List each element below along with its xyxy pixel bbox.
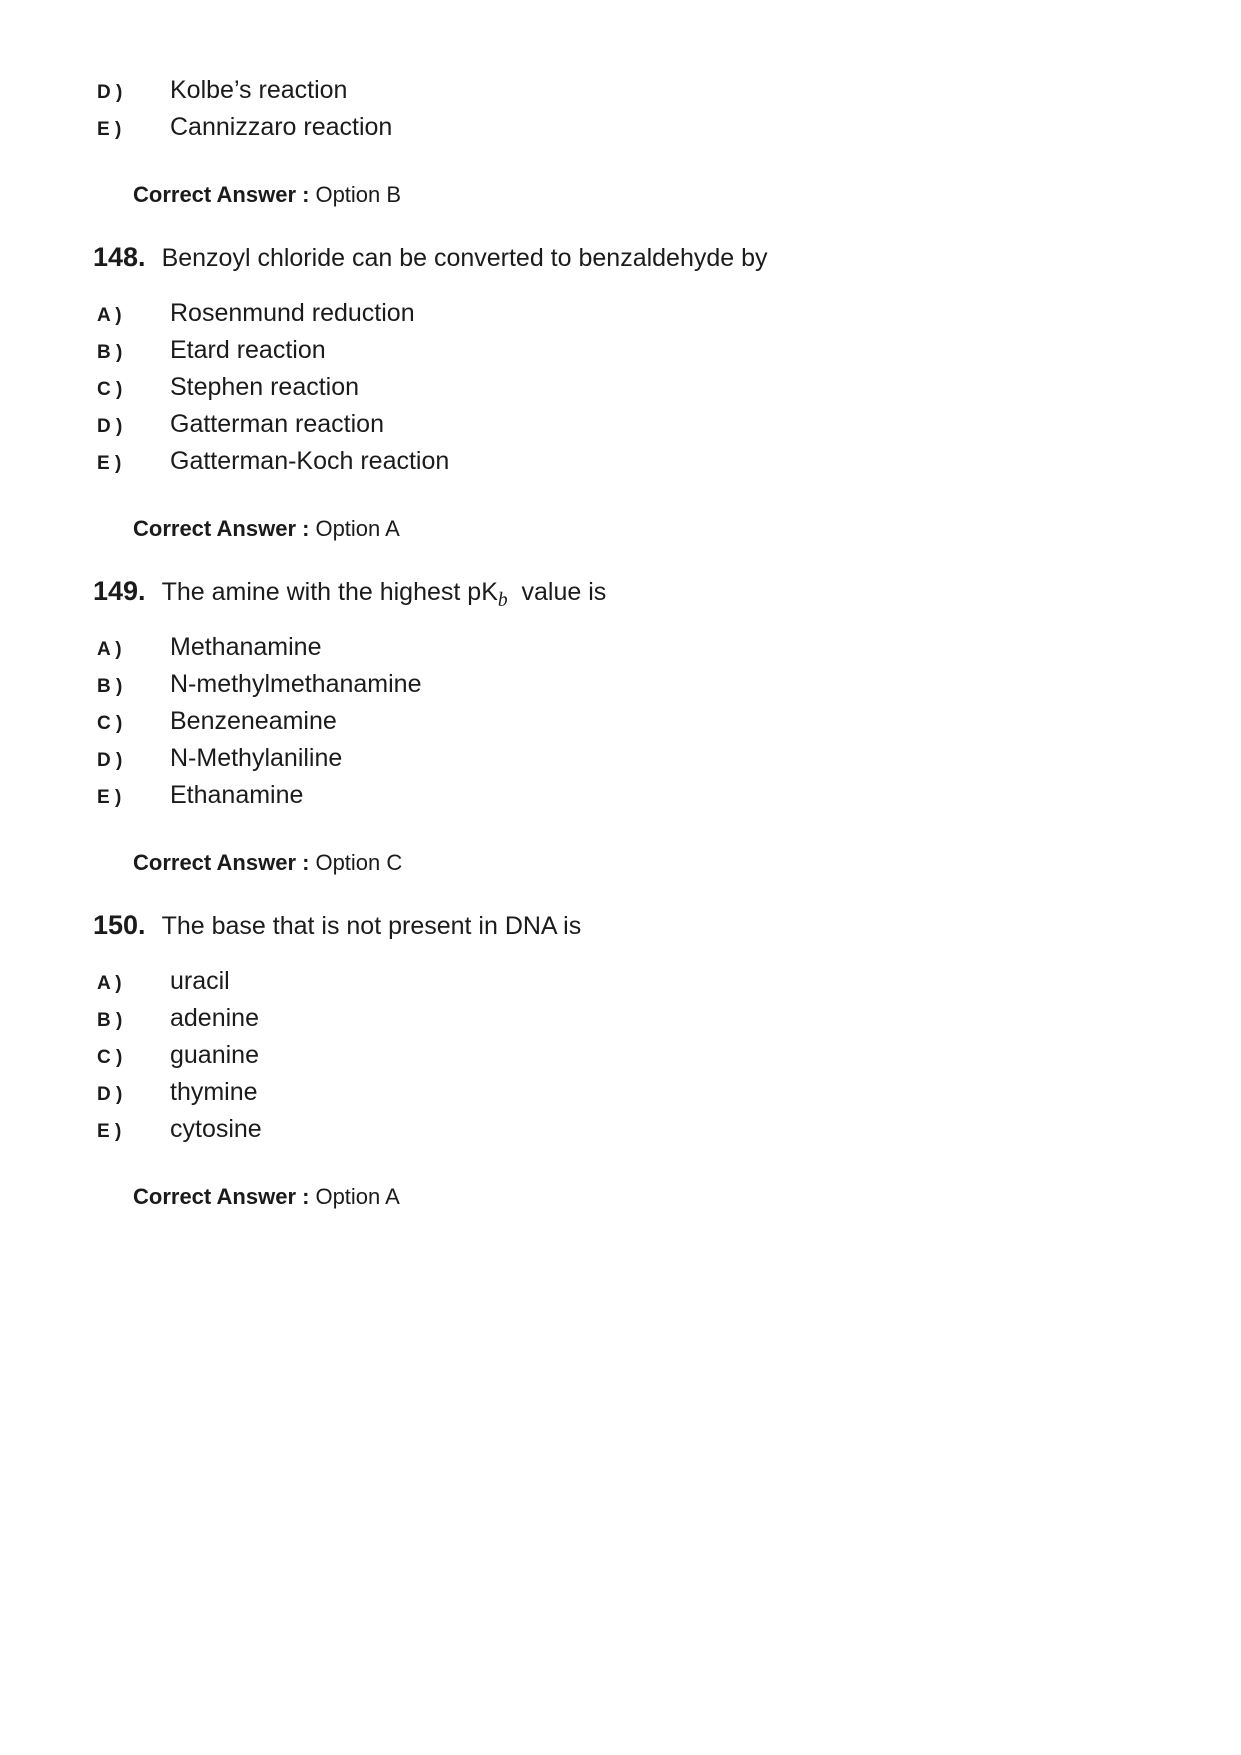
option-row-c [0, 704, 1241, 741]
question-text-post: value is [507, 578, 607, 606]
option-row-b [0, 1001, 1241, 1038]
correct-answer-value: Option C [315, 850, 403, 875]
question-text-pre: The base that is not present in DNA is [161, 912, 582, 940]
option-letter: A ) [97, 305, 122, 326]
question-title [0, 569, 1241, 623]
correct-answer-label: Correct Answer : [133, 516, 310, 541]
correct-answer-value: Option B [315, 182, 402, 207]
question-text-pre: The amine with the highest pK [161, 578, 498, 606]
options-list [0, 964, 1241, 1149]
option-row-e [0, 444, 1241, 481]
pkb-subscript: b [497, 590, 508, 611]
option-letter: C ) [97, 713, 123, 734]
options-list [0, 296, 1241, 481]
correct-answer-line [0, 1179, 1241, 1214]
option-text: thymine [170, 1078, 258, 1106]
correct-answer-label: Correct Answer : [133, 182, 310, 207]
correct-answer-value: Option A [315, 516, 400, 541]
option-letter: D ) [97, 1084, 123, 1105]
option-text: Rosenmund reduction [170, 299, 415, 327]
option-letter: E ) [97, 453, 122, 474]
option-letter: E ) [97, 119, 122, 140]
option-row-b [0, 333, 1241, 370]
option-text: cytosine [170, 1115, 262, 1143]
option-row-e [0, 1112, 1241, 1149]
option-row-c [0, 370, 1241, 407]
option-row-a [0, 964, 1241, 1001]
option-row-d [0, 741, 1241, 778]
option-row-e [0, 110, 1241, 147]
option-letter: A ) [97, 639, 122, 660]
option-letter: D ) [97, 82, 123, 103]
option-text: Stephen reaction [170, 373, 360, 401]
correct-answer-value: Option A [315, 1184, 400, 1209]
option-letter: B ) [97, 342, 123, 363]
option-letter: C ) [97, 379, 123, 400]
correct-answer-line [0, 177, 1241, 212]
option-text: N-Methylaniline [170, 744, 343, 772]
option-letter: B ) [97, 676, 123, 697]
option-letter: E ) [97, 787, 122, 808]
option-row-d [0, 1075, 1241, 1112]
question-text-pre: Benzoyl chloride can be converted to benzaldehyde by [161, 244, 768, 272]
question-block-149 [0, 569, 1241, 880]
option-text: N-methylmethanamine [170, 670, 422, 698]
question-text [162, 570, 607, 623]
option-text: Ethanamine [170, 781, 304, 809]
option-row-a [0, 296, 1241, 333]
question-block-partial [0, 73, 1241, 212]
option-text: Gatterman-Koch reaction [170, 447, 450, 475]
option-text: Gatterman reaction [170, 410, 384, 438]
option-text: Etard reaction [170, 336, 326, 364]
option-text: Methanamine [170, 633, 322, 661]
correct-answer-label: Correct Answer : [133, 1184, 310, 1209]
option-text: Kolbe’s reaction [170, 76, 348, 104]
option-text: Benzeneamine [170, 707, 337, 735]
option-row-b [0, 667, 1241, 704]
question-number: 150. [93, 910, 146, 940]
question-block-148 [0, 235, 1241, 546]
question-number: 148. [93, 242, 146, 272]
option-letter: E ) [97, 1121, 122, 1142]
question-block-150 [0, 903, 1241, 1214]
options-list [0, 630, 1241, 815]
option-text: guanine [170, 1041, 259, 1069]
question-text [162, 904, 582, 957]
option-letter: A ) [97, 973, 122, 994]
option-letter: D ) [97, 750, 123, 771]
options-list [0, 73, 1241, 147]
correct-answer-line [0, 511, 1241, 546]
question-title [0, 235, 1241, 289]
option-letter: C ) [97, 1047, 123, 1068]
option-row-e [0, 778, 1241, 815]
question-title [0, 903, 1241, 957]
option-text: uracil [170, 967, 230, 995]
option-letter: D ) [97, 416, 123, 437]
option-text: Cannizzaro reaction [170, 113, 393, 141]
correct-answer-line [0, 845, 1241, 880]
correct-answer-label: Correct Answer : [133, 850, 310, 875]
option-row-a [0, 630, 1241, 667]
option-row-c [0, 1038, 1241, 1075]
option-text: adenine [170, 1004, 259, 1032]
option-letter: B ) [97, 1010, 123, 1031]
option-row-d [0, 73, 1241, 110]
option-row-d [0, 407, 1241, 444]
question-number: 149. [93, 576, 146, 606]
question-text [162, 236, 768, 289]
